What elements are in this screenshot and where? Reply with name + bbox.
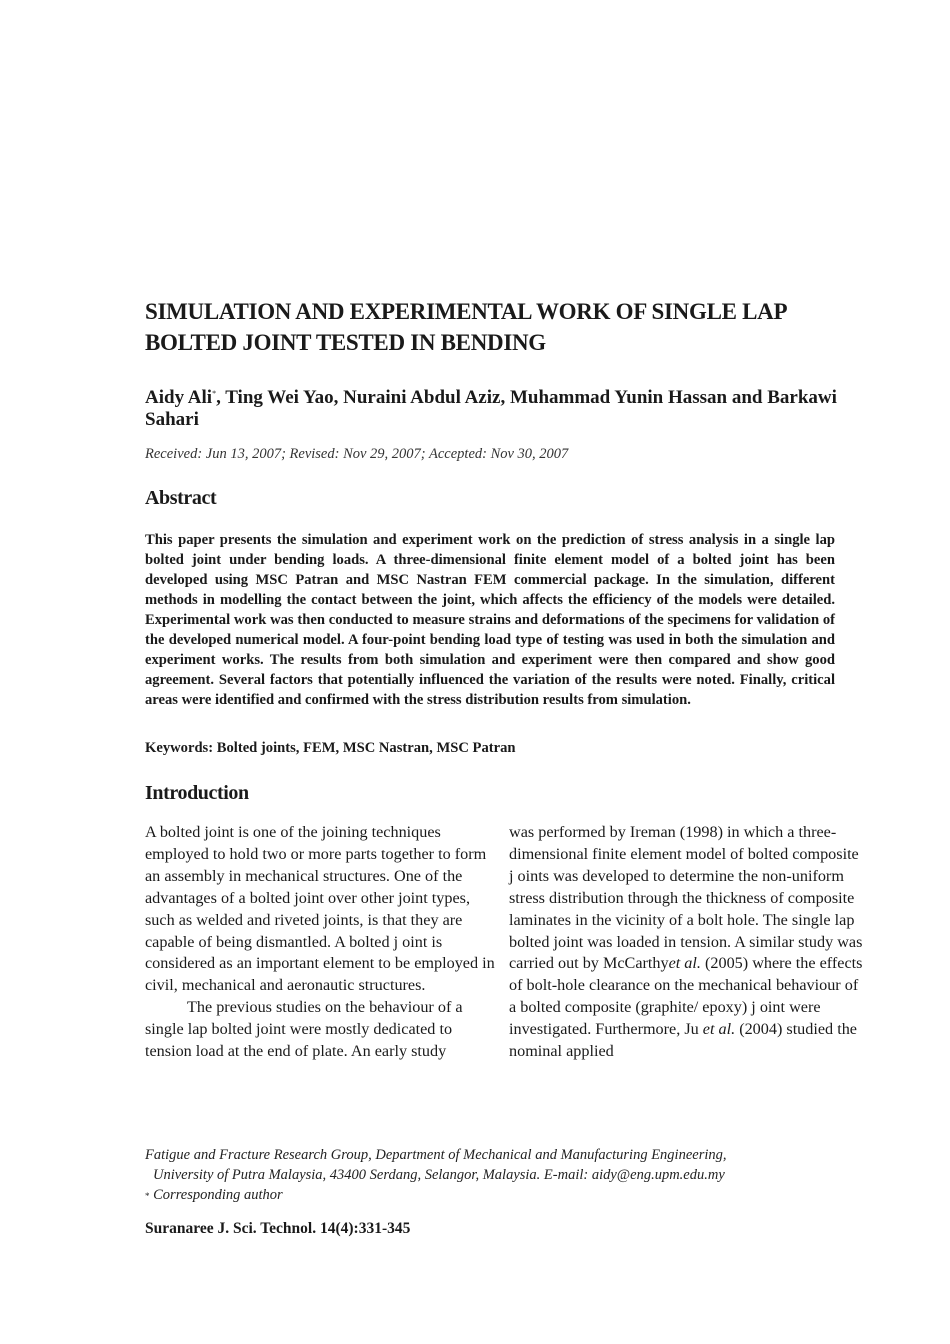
corresponding-note-mark: * [145, 1191, 150, 1201]
corresponding-author-note [145, 1185, 865, 1206]
submission-dates: Received: Jun 13, 2007; Revised: Nov 29, 2007; Accepted: Nov 30, 2007 [145, 446, 569, 462]
corresponding-author-mark: * [212, 389, 217, 398]
abstract-text: This paper presents the simulation and experiment work on the prediction of stress analysis in a single lap bolted joint under bending loads. A three-dimensional finite element model of a bolted joint has been developed using MSC Patran and MSC Nastran FEM commercial package. In the simulation, different methods in modelling the contact between the joint, which affects the efficiency of the models were detailed. Experimental work was then conducted to measure strains and deformations of the specimens for validation of the developed numerical model. A four-point bending load type of testing was used in both the simulation and experiment works. The results from both simulation and experiment were then compared and show good agreement. Several factors that potentially influenced the variation of the results were noted. Finally, critical areas were identified and confirmed with the stress distribution results from simulation. [145, 532, 835, 708]
paragraph-3-part-c: (2004) studied the nominal applied [509, 1020, 857, 1061]
introduction-heading: Introduction [145, 782, 249, 804]
affiliation-line-2: University of Putra Malaysia, 43400 Serdang, Selangor, Malaysia. E-mail: aidy@eng.upm.edu.my [153, 1167, 725, 1183]
title-line-2: BOLTED JOINT TESTED IN BENDING [145, 330, 546, 355]
introduction-right-column [509, 822, 864, 1063]
abstract-heading: Abstract [145, 487, 217, 509]
introduction-left-column [145, 822, 500, 1063]
author-list [145, 383, 885, 431]
et-al-citation-2: et al. [702, 1020, 736, 1039]
paper-title [145, 296, 885, 358]
paragraph-3-part-a: was performed by Ireman (1998) in which a three-dimensional finite element model of bolted composite j oints was developed to determine the non-uniform stress distribution through the thickness of composite laminates in the vicinity of a bolt hole. The single lap bolted joint was loaded in tension. A similar study was carried out by McCarthy [509, 823, 863, 973]
corresponding-note-text: Corresponding author [149, 1187, 283, 1203]
journal-citation: Suranaree J. Sci. Technol. 14(4):331-345 [145, 1220, 411, 1237]
other-authors: , Ting Wei Yao, Nuraini Abdul Aziz, Muhammad Yunin Hassan and Barkawi Sahari [145, 387, 837, 430]
introduction-paragraph-2: The previous studies on the behaviour of a single lap bolted joint were mostly dedicated to tension load at the end of plate. An early study [145, 998, 463, 1061]
introduction-paragraph-3 [509, 822, 864, 1063]
et-al-citation-1: et al. [668, 954, 701, 973]
paragraph-3-part-b: (2005) where the effects of bolt-hole clearance on the mechanical behaviour of a bolted composite (graphite/ epoxy) j oint were investigated. Furthermore, Ju [509, 954, 863, 1039]
first-author: Aidy Ali [145, 387, 213, 408]
introduction-paragraph-1: A bolted joint is one of the joining techniques employed to hold two or more parts together to form an assembly in mechanical structures. One of the advantages of a bolted joint over other joint types, such as welded and riveted joints, is that they are capable of being dismantled. A bolted j oint is considered as an important element to be employed in civil, mechanical and aeronautic structures. [145, 823, 495, 995]
affiliation-footnote [145, 1145, 865, 1206]
keywords: Keywords: Bolted joints, FEM, MSC Nastran, MSC Patran [145, 740, 516, 756]
affiliation-line-1: Fatigue and Fracture Research Group, Department of Mechanical and Manufacturing Engineering, [145, 1147, 727, 1163]
title-line-1: SIMULATION AND EXPERIMENTAL WORK OF SINGLE LAP [145, 299, 788, 324]
